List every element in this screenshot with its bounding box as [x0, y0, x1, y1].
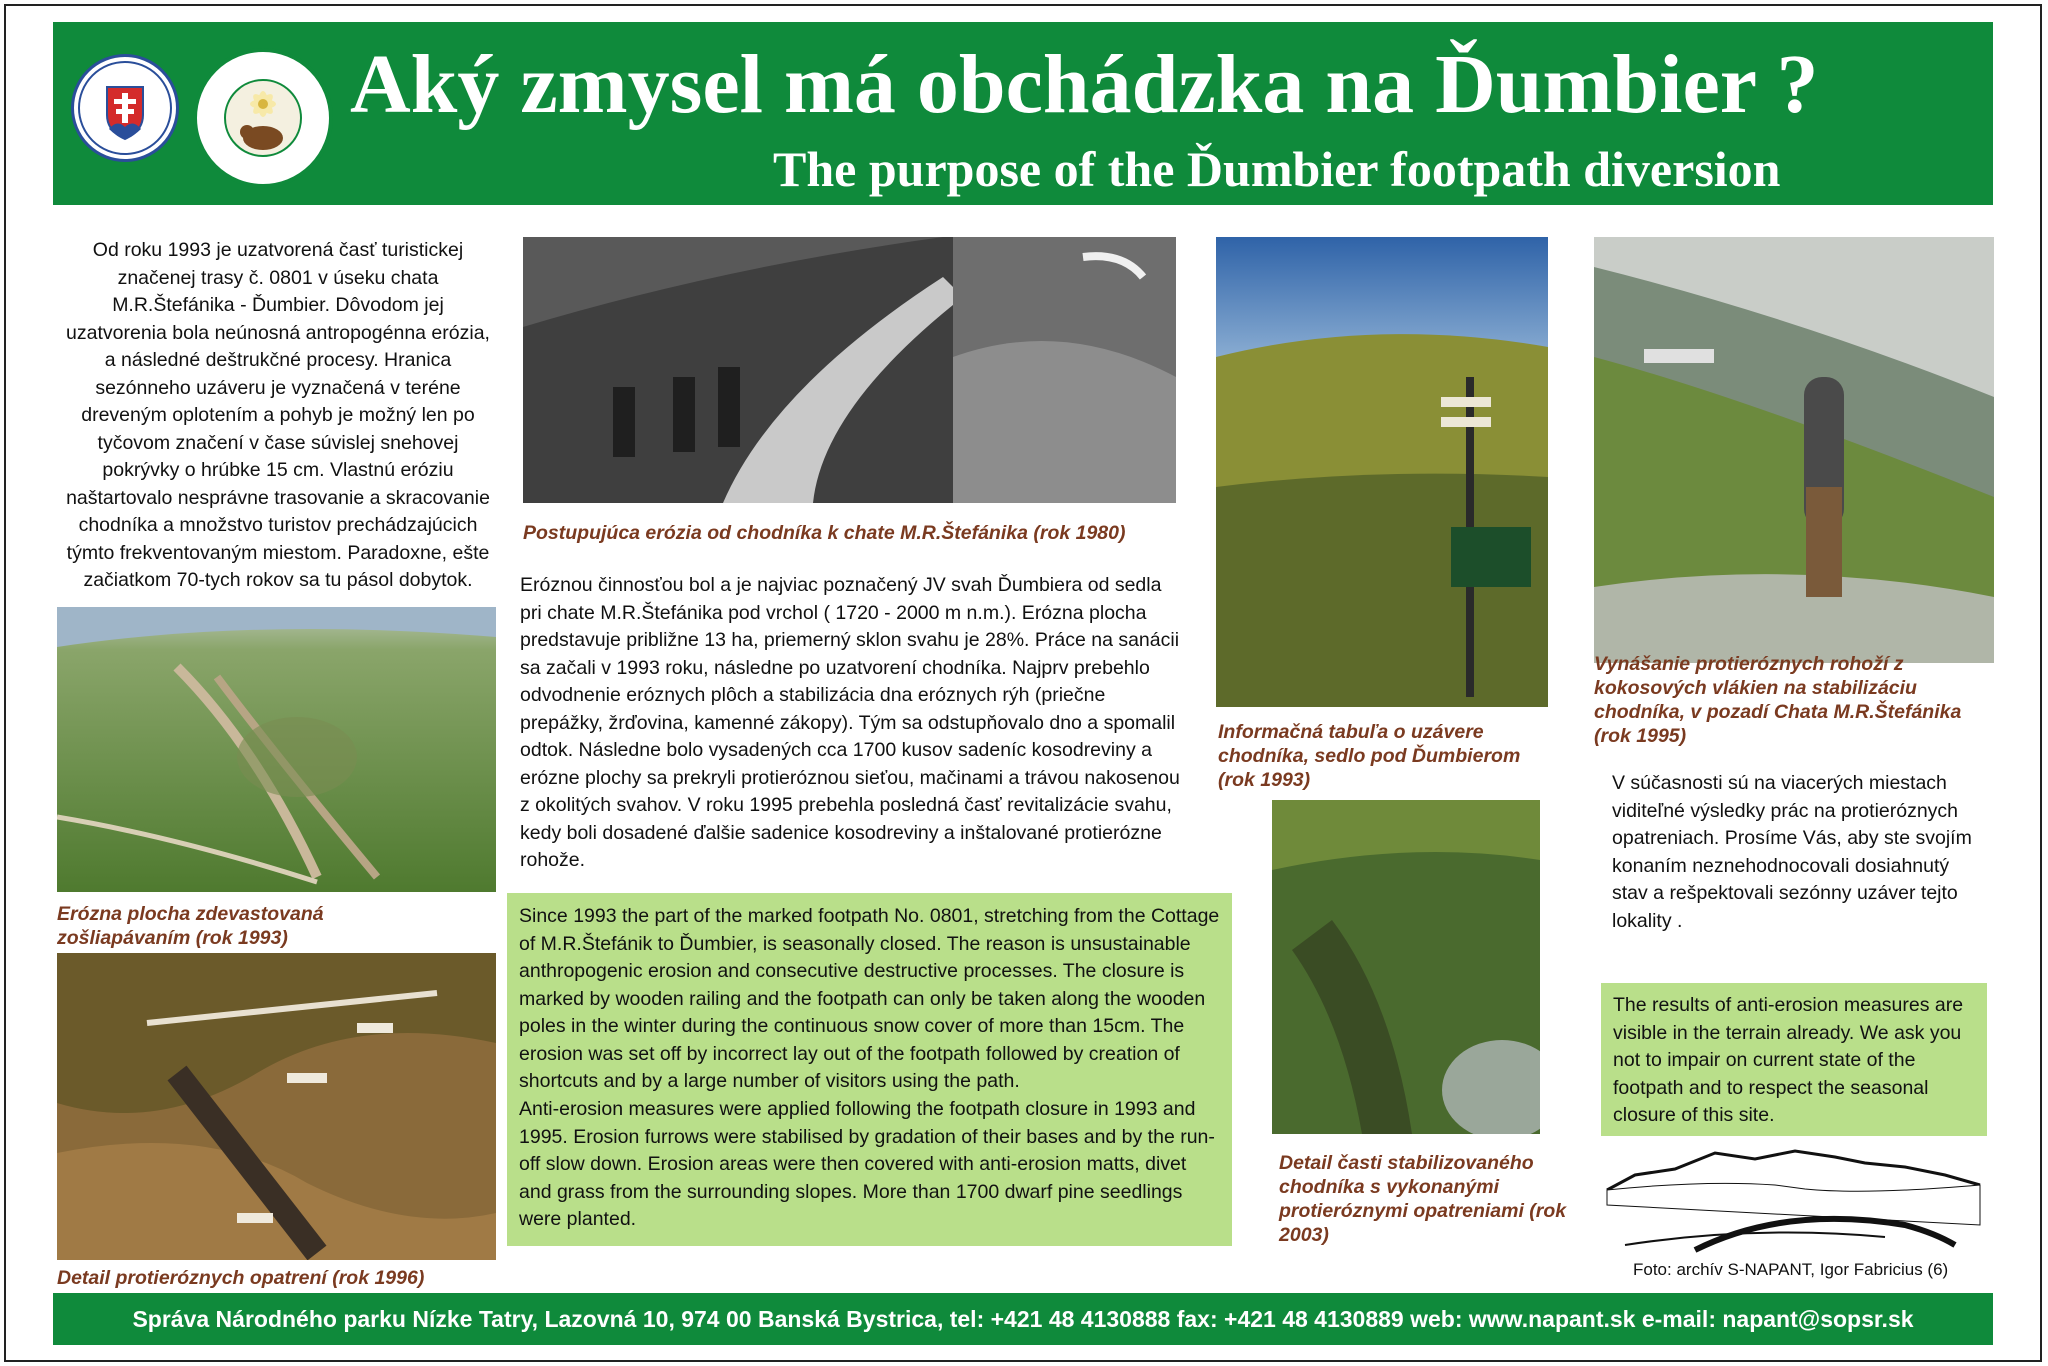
- header-banner: [53, 22, 1993, 205]
- page-title: Aký zmysel má obchádzka na Ďumbier ?: [350, 38, 1819, 131]
- national-park-low-tatras-logo: [193, 48, 333, 188]
- photo-detail-measures: [57, 953, 496, 1260]
- caption-progressive-erosion: Postupujúca erózia od chodníka k chate M.R.Štefánika (rok 1980): [523, 522, 1126, 544]
- photo-erosion-area: [57, 607, 496, 892]
- photo-detail-path: [1272, 800, 1540, 1134]
- caption-info-board: Informačná tabuľa o uzávere chodníka, sedlo pod Ďumbierom (rok 1993): [1218, 721, 1521, 791]
- photo-info-board: [1216, 237, 1548, 707]
- body-text-sk: Eróznou činnosťou bol a je najviac poznačený JV svah Ďumbiera od sedla pri chate M.R.Štefánika pod vrchol ( 1720 - 2000 m n.m.). Erózna plocha predstavuje približne 13 ha, priemerný sklon svahu je 28%. Práce na sanácii sa začali v 1993 roku, následne po uzatvorení chodníka. Najprv prebehlo odvodnenie eróznych plôch a stabilizácia dna eróznych rýh (priečne prepážky, žrďovina, kamenné zákopy). Tým sa odstupňovalo dno a spomalil odtok. Následne bolo vysadených cca 1700 kusov sadeníc kosodreviny a erózne plochy sa prekryli protieróznou sieťou, mačinami a trávou nakosenou z okolitých svahov. V roku 1995 prebehla posledná časť revitalizácie svahu, kedy boli dosadené ďalšie sadenice kosodreviny a inštalované protierózne rohože.: [520, 574, 1180, 871]
- slovak-coat-of-arms-icon: [74, 57, 176, 159]
- state-nature-protection-logo: [71, 54, 179, 162]
- mountain-silhouette-icon: [1605, 1145, 1985, 1257]
- footer-banner: [53, 1293, 1993, 1345]
- photo-credit: Foto: archív S-NAPANT, Igor Fabricius (6): [1633, 1260, 1949, 1279]
- caption-erosion-area: Erózna plocha zdevastovaná zošliapávaním (rok 1993): [57, 903, 324, 949]
- intro-text-sk: Od roku 1993 je uzatvorená časť turistickej značenej trasy č. 0801 v úseku chata M.R.Štefánika - Ďumbier. Dôvodom jej uzatvorenia bola neúnosná antropogénna erózia, a následné deštrukčné procesy. Hranica sezónneho uzáveru je vyznačená v teréne dreveným oplotením a pohyb je možný len po tyčovom značení v čase súvislej snehovej pokrývky o hrúbke 15 cm. Vlastnú eróziu naštartovalo nesprávne trasovanie a skracovanie chodníka a množstvo turistov prechádzajúcich týmto frekventovaným miestom. Paradoxne, ešte začiatkom 70-tych rokov sa tu pásol dobytok.: [66, 239, 490, 591]
- edelweiss-bear-icon: [197, 52, 329, 184]
- page-subtitle: The purpose of the Ďumbier footpath diversion: [773, 141, 1781, 197]
- results-text-sk: V súčasnosti sú na viacerých miestach viditeľné výsledky prác na protieróznych opatreniach. Prosíme Vás, aby ste svojím konaním neznehodnocovali dosiahnutý stav a rešpektovali sezónny uzáver tejto lokality .: [1612, 772, 1972, 932]
- caption-detail-path: Detail časti stabilizovaného chodníka s vykonanými protieróznymi opatreniami (rok 2003): [1279, 1152, 1567, 1246]
- caption-carrying-matts: Vynášanie protieróznych rohoží z kokosových vlákien na stabilizáciu chodníka, v pozadí Chata M.R.Štefánika (rok 1995): [1594, 653, 1962, 747]
- english-text-box: [507, 893, 1232, 1246]
- photo-carrying-matts: [1594, 237, 1994, 663]
- footer-contact-text: Správa Národného parku Nízke Tatry, Lazovná 10, 974 00 Banská Bystrica, tel: +421 48 4130888 fax: +421 48 4130889 web: www.napant.sk e-mail: napant@sopsr.sk: [132, 1306, 1914, 1332]
- body-text-en-measures: Anti-erosion measures were applied following the footpath closure in 1993 and 1995. Erosion furrows were stabilised by gradation of their bases and by the run-off slow down. Erosion areas were then covered with anti-erosion matts, divet and grass from the surrounding slopes. More than 1700 dwarf pine seedlings were planted.: [519, 1098, 1215, 1230]
- caption-detail-measures: Detail protieróznych opatrení (rok 1996): [57, 1267, 425, 1289]
- photo-progressive-erosion: [523, 237, 1176, 503]
- body-text-en: Since 1993 the part of the marked footpath No. 0801, stretching from the Cottage of M.R.Štefánik to Ďumbier, is seasonally closed. The reason is unsustainable anthropogenic erosion and consecutive destructive processes. The closure is marked by wooden railing and the footpath can only be taken along the wooden poles in the winter during the continuous snow cover of more than 15cm. The erosion was set off by incorrect lay out of the footpath followed by creation of shortcuts and by a large number of visitors using the path.: [519, 905, 1220, 1092]
- results-text-box-en: [1601, 983, 1987, 1136]
- results-text-en: The results of anti-erosion measures are visible in the terrain already. We ask you not to impair on current state of the footpath and to respect the seasonal closure of this site.: [1613, 994, 1964, 1126]
